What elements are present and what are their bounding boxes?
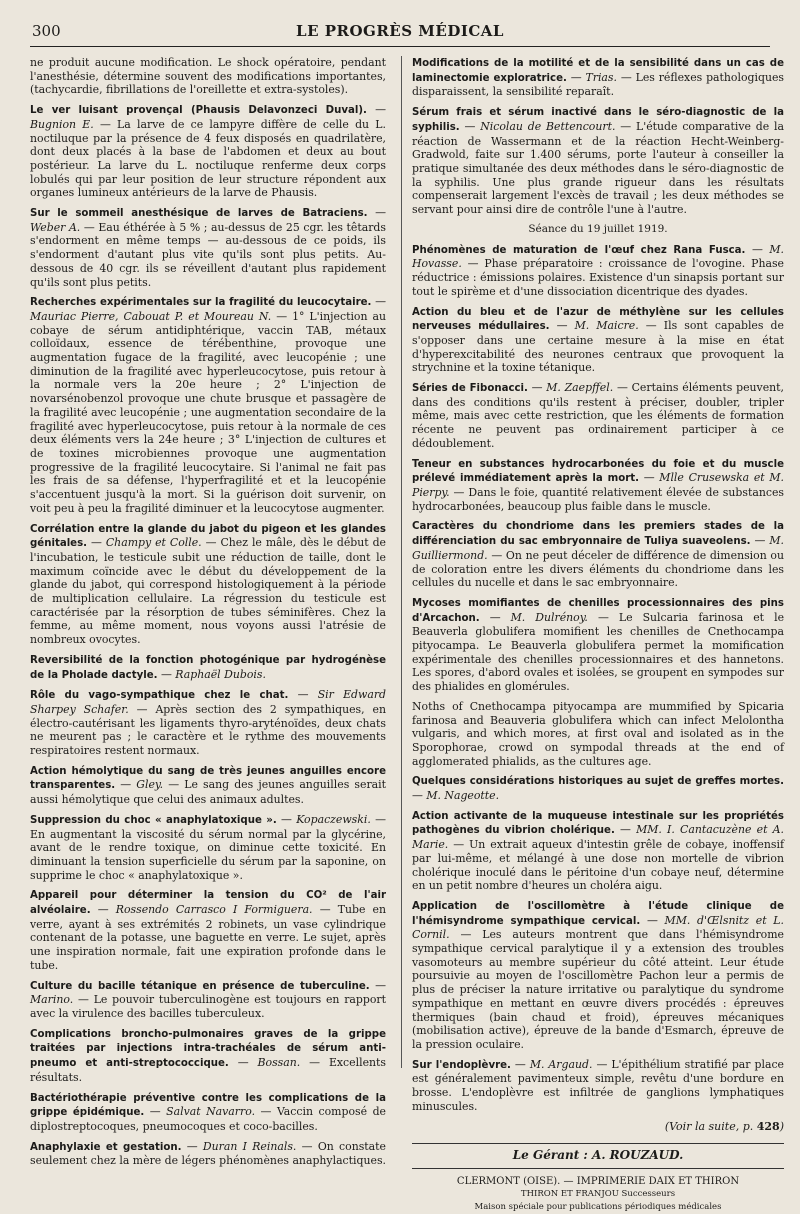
article-text: ne produit aucune modification. Le shock opératoire, pendant l'anesthésie, détermine souvent des modifications importantes, (tachycardie, fibrillations de l'oreillette et extra-systoles). (30, 56, 386, 97)
article-entry (412, 774, 784, 802)
article-entry (412, 105, 784, 217)
article-author: — M. Dulrénoy. (489, 610, 588, 624)
article-text: — Excellents résultats. (30, 1056, 386, 1084)
printer-imprint (412, 1168, 784, 1214)
article-heading: Teneur en substances hydrocarbonées du foie et du muscle prélevé immédiatement après la mort. (412, 458, 784, 485)
article-text: — On ne peut déceler de différence de dimension ou de coloration entre les divers éléments du chondriome dans les cellules du nucelle et dans le sac embryonnaire. (412, 548, 784, 590)
article-entry (412, 809, 784, 893)
article-author: — Salvat Navarro. (149, 1105, 256, 1119)
article-heading: Le ver luisant provençal (Phausis Delavonzeci Duval). (30, 105, 367, 117)
article-text: — Eau éthérée à 5 % ; au-dessus de 25 cgr. les têtards s'endorment en même temps — au-dessous de ce poids, ils s'endorment d'autant plus vite qu'ils sont plus petits. Au-dessous de 40 cgr. ils se réveillent d'autant plus rapidement qu'ils sont plus petits. (30, 220, 386, 289)
article-text: — L'étude comparative de la réaction de Wassermann et de la réaction Hecht-Weinberg-Gradwold, faite sur 1.400 sérums, porte l'auteur à conseiller la pratique simultanée des deux méthodes dans le séro-diagnostic de la syphilis. Une plus grande rigueur dans les résultats compenserait largement l'excès de travail ; les deux méthodes se servant pour ainsi dire de contrôle l'une à l'autre. (412, 119, 785, 217)
article-heading: Application de l'oscillomètre à l'étude clinique de l'hémisyndrome sympathique cervical. (412, 900, 784, 927)
article-text: — L'épithélium stratifié par place est généralement pavimenteux simple, revêtu d'une bordure en brosse. L'endoplèvre est infiltrée de ganglions lymphatiques minuscules. (412, 1057, 784, 1113)
article-author: — M. Zaepffel. (531, 381, 614, 395)
article-author: — Sir Edward Sharpey Schafer. (30, 688, 386, 716)
article-text: — La larve de ce lampyre diffère de celle du L. noctiluque par la présence de 4 feux disposés en quadrilatère, dont deux placés à la base de l'abdomen et deux au bout postérieur. La larve du L. noctiluque renferme deux corps lobulés qui par leur position de leur structure répondent aux organes lumineux antérieurs de la larve de Phausis. (30, 117, 386, 200)
gerant-line: Le Gérant : A. ROUZAUD. (412, 1143, 784, 1162)
left-column (30, 56, 386, 1174)
article-entry (30, 813, 386, 883)
article-entry (412, 1058, 784, 1114)
article-text: — Phase préparatoire : croissance de l'ovogine. Phase réductrice : émissions polaires. Existence d'un sinapsis portant sur tout le spirème et d'une dissociation dicentrique des dyades. (412, 257, 784, 298)
article-heading: Action hémolytique du sang de très jeunes anguilles encore transparentes. (30, 765, 386, 792)
article-author: — Mauriac Pierre, Cabouat P. et Moureau N. (30, 295, 386, 323)
article-author: — Nicolau de Bettencourt. (464, 119, 616, 133)
article-heading: Corrélation entre la glande du jabot du pigeon et les glandes génitales. (30, 523, 386, 550)
article-entry (412, 700, 784, 769)
article-entry (30, 56, 386, 97)
article-entry (30, 764, 386, 807)
article-author: — Mlle Crusewska et M. Pierpy. (412, 471, 785, 499)
article-heading: Séries de Fibonacci. (412, 383, 528, 395)
article-entry (30, 103, 386, 200)
article-entry (30, 979, 386, 1021)
article-entry (30, 1140, 386, 1168)
article-entry (30, 653, 386, 682)
article-text: — 1° L'injection au cobaye de sérum antidiphtérique, vaccin TAB, métaux colloïdaux, essence de térébenthine, provoque une augmentation fugace de la fragilité, avec leucopénie ; une diminution de la fragilité avec hyperleucocytose, puis retour à la normale vers la 20e heure ; 2° L'injection de novarsénobenzol provoque une chute brusque et passagère de la fragilité avec leucopénie ; une augmentation secondaire de la fragilité avec hyperleucocytose, puis retour à la normale de ces deux éléments vers la 24e heure ; 3° L'injection de cultures et de toxines microbiennes provoque une augmentation progressive de la fragilité leucocytaire. Si l'animal ne fait pas les frais de sa défense, l'hyperfragilité et et la leucopénie s'accentuent jusqu'à la mort. Si la guérison doit survenir, on voit peu à peu la fragilité diminuer et la leucocytose augmenter. (30, 309, 386, 515)
session-date: Séance du 19 juillet 1919. (528, 222, 668, 235)
article-author: — Gley. (120, 778, 164, 792)
article-author: — Raphaël Dubois. (160, 667, 266, 681)
article-entry (30, 206, 386, 289)
article-text: — Un extrait aqueux d'intestin grêle de cobaye, inoffensif par lui-même, et mélangé à une dose non mortelle de vibrion cholérique inoculé dans le péritoine d'un cobaye neuf, détermine en un petit nombre d'heures un choléra aigu. (412, 838, 784, 893)
article-text: — Vaccin composé de diplostreptocoques, pneumocoques et coco-bacilles. (30, 1105, 386, 1133)
continued-note: (Voir la suite, p. 428) (664, 1119, 784, 1133)
article-heading: Caractères du chondriome dans les premiers stades de la différenciation du sac embryonnaire de Tuliya suaveolens. (412, 521, 784, 548)
right-bottom-articles (412, 243, 784, 1114)
article-entry (412, 519, 784, 590)
article-heading: Mycoses momifiantes de chenilles processionnaires des pins d'Arcachon. (412, 597, 784, 624)
article-text: — Ils sont capables de s'opposer dans une certaine mesure à la mise en état d'hyperexcitabilité des neurones centraux que provoquent la strychnine et la toxine tétanique. (412, 319, 784, 375)
article-heading: Sur le sommeil anesthésique de larves de Batraciens. (30, 208, 368, 220)
article-entry (412, 56, 784, 99)
article-author: — M. Nageotte. (412, 789, 500, 803)
article-text: — Les réflexes pathologiques disparaissent, la sensibilité reparaît. (412, 70, 785, 99)
article-entry (412, 899, 784, 1052)
article-entry (412, 596, 784, 694)
article-entry (30, 1027, 386, 1085)
article-entry (412, 457, 784, 514)
column-divider (401, 56, 402, 1068)
article-author: — MM. I. Cantacuzène et A. Marie. (412, 823, 784, 852)
article-entry (30, 1091, 386, 1134)
imprint-line-2: THIRON ET FRANJOU Successeurs (520, 1188, 676, 1199)
article-heading: Sérum frais et sérum inactivé dans le séro-diagnostic de la syphilis. (412, 107, 784, 133)
imprint-line-1: CLERMONT (OISE). — IMPRIMERIE DAIX ET THIRON (456, 1175, 740, 1187)
article-text: — Dans le foie, quantité relativement élevée de substances hydrocarbonées, beaucoup plus faible dans le muscle. (412, 485, 784, 513)
article-heading: Appareil pour déterminer la tension du CO² de l'air alvéolaire. (30, 890, 386, 917)
article-entry (30, 888, 386, 972)
article-author: — M. Argaud. (514, 1057, 593, 1071)
article-author: — Bossan. (237, 1056, 301, 1070)
article-heading: Action activante de la muqueuse intestinale sur les propriétés pathogènes du vibrion cholérique. (412, 810, 784, 837)
article-heading: Phénomènes de maturation de l'œuf chez Rana Fusca. (412, 244, 746, 256)
article-heading: Suppression du choc « anaphylatoxique ». (30, 814, 277, 826)
article-author: — Rossendo Carrasco I Formiguera. (97, 903, 313, 917)
article-text: — On constate seulement chez la mère de légers phénomènes anaphylactiques. (30, 1139, 386, 1168)
article-author: — Champy et Colle. (91, 536, 202, 550)
continued-text: (Voir la suite, p. (664, 1119, 754, 1133)
journal-title: LE PROGRÈS MÉDICAL (296, 22, 504, 40)
article-text: Noths of Cnethocampa pityocampa are mummified by Spicaria farinosa and Beauveria globulifera which can infect Melolontha vulgaris, and which mores, at first oval and isolated as in the Sporophorae, crowd on sympodal threads at the end of agglomerated phialids, as the cultures age. (412, 699, 784, 768)
article-heading: Action du bleu et de l'azur de méthylène sur les cellules nerveuses médullaires. (412, 306, 784, 333)
article-heading: Reversibilité de la fonction photogénique par hydrogénèse de la Pholade dactyle. (30, 654, 386, 681)
article-author: — M. Maicre. (556, 319, 639, 333)
article-author: — M. Hovasse. (412, 242, 784, 271)
article-heading: Modifications de la motilité et de la sensibilité dans un cas de laminectomie exploratrice. (412, 58, 784, 84)
article-author: — MM. d'Œlsnitz et L. Cornil. (412, 913, 784, 942)
continued-page: 428 (756, 1119, 780, 1133)
right-column (412, 56, 784, 1214)
article-heading: Complications broncho-pulmonaires graves de la grippe traitées par injections intra-trachéales de sérum anti-pneumo et anti-streptococcique. (30, 1028, 386, 1070)
header-rule (30, 46, 770, 47)
article-text: — Après section des 2 sympathiques, en électro-cautérisant les ligaments thyro-aryténoïdes, deux chats ne meurent pas ; le caractère et le rythme des mouvements respiratoires restent normaux. (30, 702, 386, 758)
article-entry (412, 381, 784, 451)
article-heading: Sur l'endoplèvre. (412, 1059, 511, 1071)
imprint-line-3: Maison spéciale pour publications périodiques médicales (474, 1201, 722, 1212)
article-author: — Marino. (30, 978, 386, 1007)
article-text: — Le Sulcaria farinosa et le Beauverla globulifera momifient les chenilles de Cnethocampa pityocampa. Le Beauverla globulifera permet la momification expérimentale des chenilles processionnaires et des hannetons. Les spores, d'abord ovales et isolées, se groupent en sympodes sur des phialides en glomérules. (412, 610, 785, 694)
article-author: — Kopaczewski. (281, 812, 371, 826)
article-entry (412, 243, 784, 299)
page-number: 300 (32, 22, 61, 40)
article-text: — En augmentant la viscosité du sérum normal par la glycérine, avant de le rendre toxique, on diminue cette toxicité. En diminuant la tension superficielle du sérum par la saponine, on supprime le choc « anaphylatoxique ». (30, 812, 386, 882)
article-text: — Le pouvoir tuberculinogène est toujours en rapport avec la virulence des bacilles tuberculeux. (30, 993, 386, 1020)
article-author: — Duran I Reinals. (186, 1139, 297, 1153)
article-entry (412, 305, 784, 376)
article-text: — Certains éléments peuvent, dans des conditions qu'ils restent à préciser, doubler, tripler même, mais avec cette restriction, que les éléments de formation récente ne peuvent pas ordinairement participer à ce dédoublement. (412, 381, 784, 450)
article-heading: Anaphylaxie et gestation. (30, 1141, 182, 1153)
article-text: — Tube en verre, ayant à ses extrémités 2 robinets, un vase cylindrique contenant de la potasse, une baguette en verre. Le sujet, après une inspiration normale, fait une expiration profonde dans le tube. (30, 903, 387, 972)
article-entry (30, 522, 386, 647)
article-heading: Rôle du vago-sympathique chez le chat. (30, 690, 289, 702)
article-author: — M. Guilliermond. (412, 534, 785, 562)
article-text: — Les auteurs montrent que dans l'hémisyndrome sympathique cervical paralytique il y a extension des troubles vasomoteurs au membre supérieur du côté atteint. Leur étude poursuivie au moyen de l'oscillomètre Pachon leur a permis de plus de préciser la nature irritative ou paralytique du syndrome sympathique en mettant en œuvre divers procédés : épreuves thermiques (bain chaud et froid), épreuves mécaniques (mobilisation active), épreuve de la bande d'Esmarch, épreuve de la pression oculaire. (412, 928, 784, 1051)
article-text: — Le sang des jeunes anguilles serait aussi hémolytique que celui des animaux adultes. (30, 778, 386, 807)
article-entry (30, 688, 386, 758)
article-heading: Bactériothérapie préventive contre les complications de la grippe épidémique. (30, 1092, 386, 1119)
article-heading: Culture du bacille tétanique en présence de tuberculine. (30, 980, 370, 992)
article-author: — Weber A. (30, 206, 386, 234)
article-heading: Recherches expérimentales sur la fragilité du leucocytaire. (30, 297, 372, 309)
page-header (30, 22, 770, 44)
right-top-articles (412, 56, 784, 217)
article-entry (30, 295, 386, 515)
article-author: — Trias. (570, 70, 617, 84)
article-author: — Bugnion E. (30, 103, 387, 131)
article-text: — Chez le mâle, dès le début de l'incubation, le testicule subit une réduction de taille, dont le maximum coïncide avec le début du développement de la glande du jabot, qui correspond histologiquement à la période de multiplication cellulaire. La régression du testicule est caractérisée par la résorption de tubes séminifères. Chez la femme, au même moment, nous voyons aussi l'atrésie de nombreux ovocytes. (30, 536, 387, 647)
article-heading: Quelques considérations historiques au sujet de greffes mortes. (412, 776, 784, 788)
